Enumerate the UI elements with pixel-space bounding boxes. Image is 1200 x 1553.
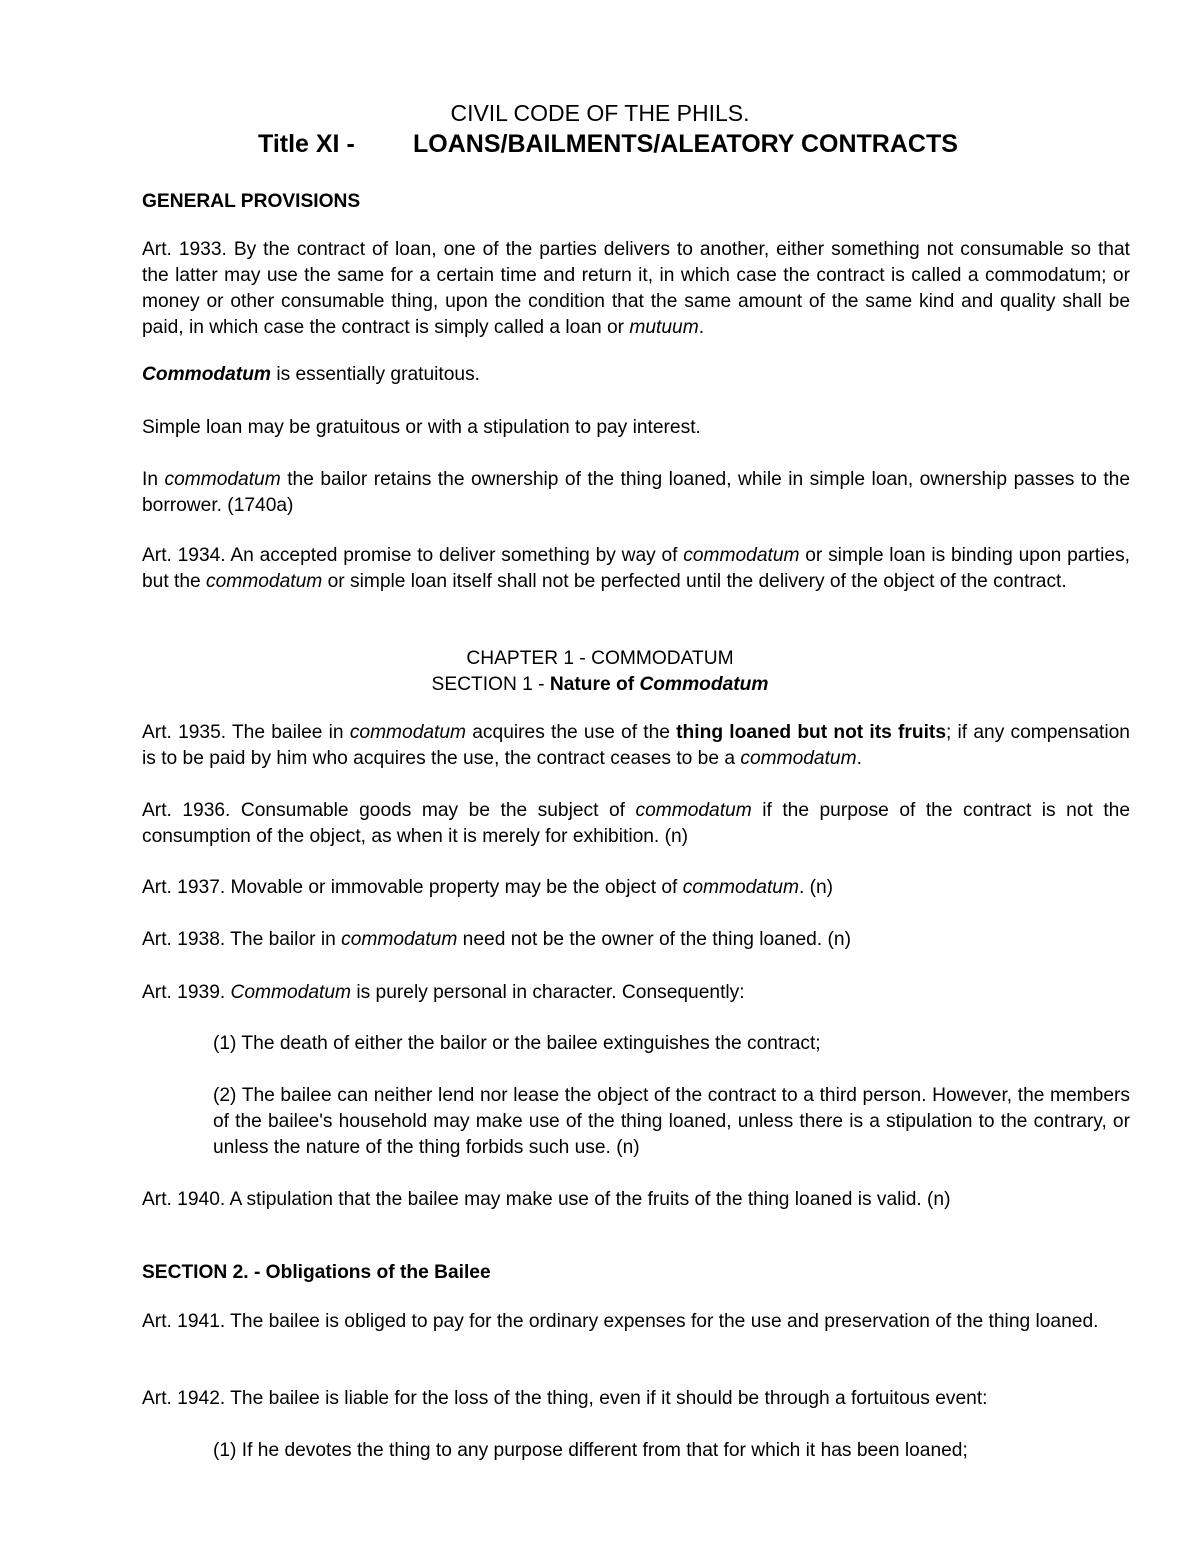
article-text: ; if any compensation is to be paid by him who acquires the use, the contract ceases to be a bbox=[142, 722, 1130, 769]
article-text: Art. 1938. The bailor in bbox=[142, 929, 342, 950]
emphasis-term: commodatum bbox=[740, 748, 857, 769]
article-1939-item-2: (2) The bailee can neither lend nor lease the object of the contract to a third person. However, the members of the bailee's household may make use of the thing loaned, unless there is a stipulation to the contrary, or unless the nature of the thing forbids such use. (n) bbox=[213, 1085, 1130, 1158]
emphasis-term: commodatum bbox=[341, 929, 458, 950]
article-1940: Art. 1940. A stipulation that the bailee may make use of the fruits of the thing loaned is valid. (n) bbox=[142, 1189, 951, 1210]
article-1941: Art. 1941. The bailee is obliged to pay for the ordinary expenses for the use and preservation of the thing loaned. bbox=[142, 1311, 1099, 1332]
article-1936 bbox=[142, 798, 1130, 850]
paragraph-text: In bbox=[142, 469, 165, 490]
article-text: is purely personal in character. Consequently: bbox=[351, 982, 745, 1003]
emphasis-term: commodatum bbox=[683, 545, 800, 566]
emphasis-term: Commodatum bbox=[142, 364, 271, 385]
article-1934 bbox=[142, 543, 1130, 595]
section-title-emphasis: Commodatum bbox=[639, 674, 769, 695]
emphasis-term: commodatum bbox=[206, 571, 323, 592]
article-text: or simple loan itself shall not be perfected until the delivery of the object of the contract. bbox=[322, 571, 1067, 592]
article-1939 bbox=[142, 980, 1130, 1006]
article-text: or simple loan is binding upon parties, but the bbox=[142, 545, 1130, 592]
article-1933 bbox=[142, 237, 1130, 341]
article-text: need not be the owner of the thing loaned. (n) bbox=[457, 929, 851, 950]
article-text: Art. 1935. The bailee in bbox=[142, 722, 350, 743]
article-text: if the purpose of the contract is not the consumption of the object, as when it is merely for exhibition. (n) bbox=[142, 800, 1131, 847]
section-2-heading: SECTION 2. - Obligations of the Bailee bbox=[142, 1262, 491, 1283]
section-label: SECTION 1 - bbox=[431, 674, 550, 695]
title-main: LOANS/BAILMENTS/ALEATORY CONTRACTS bbox=[413, 130, 958, 158]
emphasis-term: commodatum bbox=[164, 469, 281, 490]
article-text: . bbox=[698, 317, 705, 338]
paragraph-text: is essentially gratuitous. bbox=[270, 364, 481, 385]
article-text: Art. 1933. By the contract of loan, one of the parties delivers to another, either something not consumable so that the latter may use the same for a certain time and return it, in which case the contract is called a commodatum; or money or other consumable thing, upon the condition that the same amount of the same kind and quality shall be paid, in which case the contract is simply called a loan or bbox=[142, 239, 1130, 338]
paragraph-commodatum bbox=[142, 362, 1130, 388]
emphasis-term: commodatum bbox=[349, 722, 467, 743]
paragraph-ownership bbox=[142, 467, 1130, 519]
article-1939-item-1: (1) The death of either the bailor or the bailee extinguishes the contract; bbox=[213, 1033, 821, 1054]
article-emphasis: mutuum bbox=[629, 317, 699, 338]
paragraph-simple-loan: Simple loan may be gratuitous or with a stipulation to pay interest. bbox=[142, 417, 701, 438]
title-prefix: Title XI - bbox=[258, 130, 355, 158]
article-1935 bbox=[142, 720, 1130, 772]
article-text: Art. 1934. An accepted promise to deliver something by way of bbox=[142, 545, 684, 566]
section-title: Nature of bbox=[549, 674, 640, 695]
section-1-heading bbox=[0, 672, 1200, 698]
article-text: . bbox=[856, 748, 862, 769]
article-text: Art. 1936. Consumable goods may be the subject of bbox=[142, 800, 636, 821]
code-heading: CIVIL CODE OF THE PHILS. bbox=[450, 100, 750, 126]
emphasis-term: Commodatum bbox=[230, 982, 352, 1003]
general-provisions-heading: GENERAL PROVISIONS bbox=[142, 191, 361, 212]
article-text: Art. 1939. bbox=[142, 982, 231, 1003]
bold-phrase: thing loaned but not its fruits bbox=[676, 722, 946, 743]
emphasis-term: commodatum bbox=[635, 800, 752, 821]
article-text: acquires the use of the bbox=[466, 722, 677, 743]
paragraph-text: the bailor retains the ownership of the thing loaned, while in simple loan, ownership passes to the borrower. (1740a) bbox=[142, 469, 1130, 516]
article-text: Art. 1937. Movable or immovable property may be the object of bbox=[142, 877, 683, 898]
article-1938 bbox=[142, 927, 1130, 953]
article-text: . (n) bbox=[798, 877, 834, 898]
emphasis-term: commodatum bbox=[682, 877, 799, 898]
article-1942-item-1: (1) If he devotes the thing to any purpose different from that for which it has been loaned; bbox=[213, 1440, 968, 1461]
article-1937 bbox=[142, 875, 1130, 901]
chapter-heading: CHAPTER 1 - COMMODATUM bbox=[466, 648, 734, 669]
article-1942: Art. 1942. The bailee is liable for the loss of the thing, even if it should be through a fortuitous event: bbox=[142, 1388, 988, 1409]
